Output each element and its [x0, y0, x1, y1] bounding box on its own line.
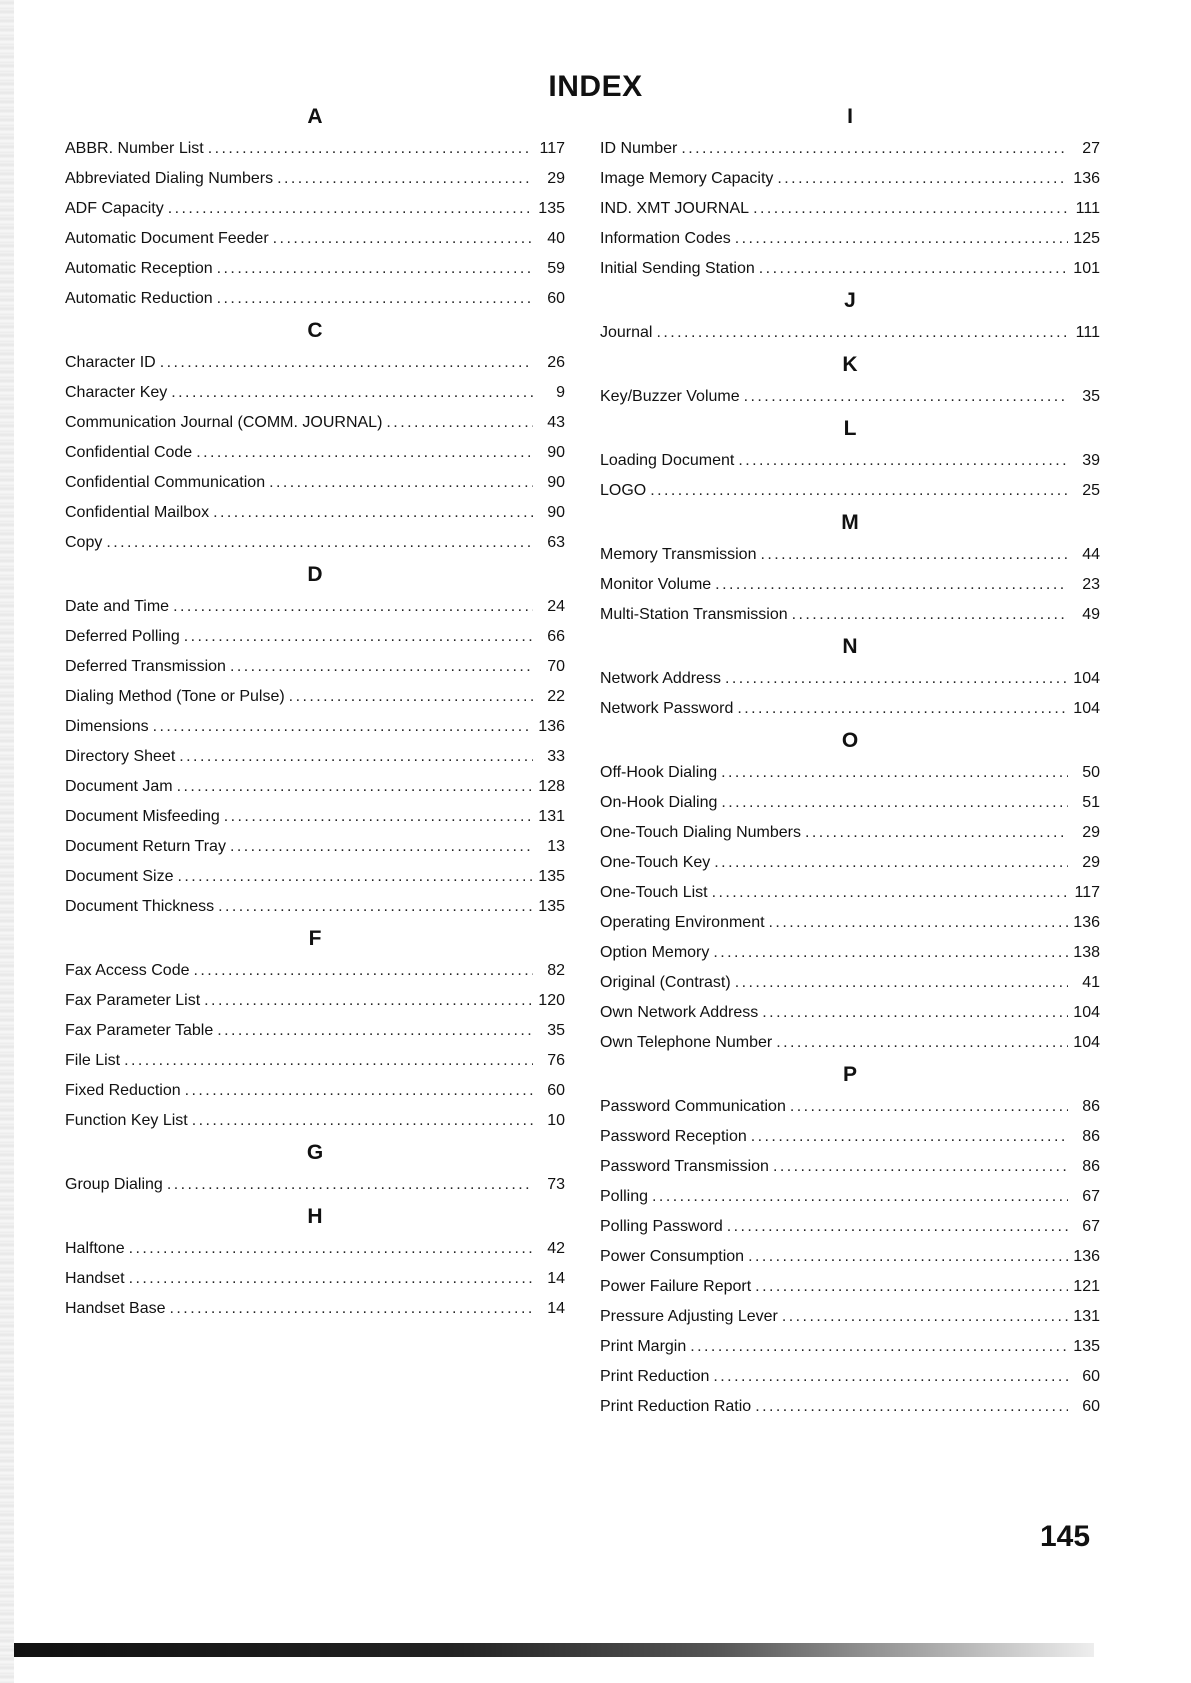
index-page-ref: 23: [1082, 576, 1100, 593]
index-page-ref: 135: [538, 868, 565, 885]
index-entry: [600, 224, 1100, 254]
index-entry: [65, 1106, 565, 1136]
index-column-left: [65, 100, 565, 1324]
dot-leader: [386, 408, 533, 438]
index-term: Print Margin: [600, 1338, 687, 1355]
dot-leader: [712, 878, 1068, 908]
index-entry: [600, 254, 1100, 284]
dot-leader: [681, 134, 1068, 164]
index-page-ref: 86: [1082, 1128, 1100, 1145]
index-term: Loading Document: [600, 452, 735, 469]
index-term: One-Touch Dialing Numbers: [600, 824, 801, 841]
index-page-ref: 101: [1073, 260, 1100, 277]
index-term: Dialing Method (Tone or Pulse): [65, 688, 285, 705]
index-term: Password Reception: [600, 1128, 747, 1145]
index-term: File List: [65, 1052, 121, 1069]
index-term: Date and Time: [65, 598, 170, 615]
dot-leader: [690, 1332, 1068, 1362]
dot-leader: [792, 600, 1068, 630]
index-term: ID Number: [600, 140, 678, 157]
index-page-ref: 44: [1082, 546, 1100, 563]
index-page-ref: 25: [1082, 482, 1100, 499]
index-entry: [600, 758, 1100, 788]
index-term: Deferred Transmission: [65, 658, 226, 675]
index-page-ref: 117: [1074, 884, 1100, 901]
index-entry: [65, 1016, 565, 1046]
index-page-ref: 90: [547, 444, 565, 461]
section-letter: M: [841, 511, 859, 534]
index-entry: [65, 986, 565, 1016]
index-page-ref: 121: [1073, 1278, 1100, 1295]
dot-leader: [185, 1076, 533, 1106]
index-entry: [600, 1182, 1100, 1212]
index-term: Information Codes: [600, 230, 731, 247]
index-page-ref: 73: [547, 1176, 565, 1193]
index-page-ref: 66: [547, 628, 565, 645]
index-page-ref: 82: [547, 962, 565, 979]
index-term: Print Reduction: [600, 1368, 710, 1385]
index-page-ref: 39: [1082, 452, 1100, 469]
index-page-ref: 41: [1082, 974, 1100, 991]
dot-leader: [153, 712, 533, 742]
dot-leader: [751, 1122, 1068, 1152]
index-entry: [65, 712, 565, 742]
index-page-ref: 29: [1082, 824, 1100, 841]
index-page-ref: 135: [1073, 1338, 1100, 1355]
index-entry: [65, 802, 565, 832]
dot-leader: [208, 134, 533, 164]
dot-leader: [735, 224, 1068, 254]
index-entry: [65, 134, 565, 164]
section-letter: H: [307, 1205, 323, 1228]
dot-leader: [129, 1264, 533, 1294]
index-term: Fixed Reduction: [65, 1082, 181, 1099]
index-term: Document Thickness: [65, 898, 215, 915]
dot-leader: [218, 892, 533, 922]
index-entry: [65, 956, 565, 986]
index-term: Print Reduction Ratio: [600, 1398, 752, 1415]
index-entry: [65, 528, 565, 558]
dot-leader: [160, 348, 533, 378]
index-term: Polling Password: [600, 1218, 723, 1235]
index-entry: [65, 892, 565, 922]
index-term: Fax Access Code: [65, 962, 190, 979]
index-entry: [600, 788, 1100, 818]
index-page-ref: 138: [1073, 944, 1100, 961]
index-term: Initial Sending Station: [600, 260, 755, 277]
section-letter: D: [307, 563, 323, 586]
index-page-ref: 125: [1073, 230, 1100, 247]
index-entry: [600, 664, 1100, 694]
index-term: Off-Hook Dialing: [600, 764, 718, 781]
index-entry: [65, 254, 565, 284]
dot-leader: [769, 908, 1068, 938]
section-letter: I: [847, 105, 853, 128]
index-page-ref: 90: [547, 474, 565, 491]
dot-leader: [184, 622, 533, 652]
index-term: Handset: [65, 1270, 125, 1287]
index-page-ref: 50: [1082, 764, 1100, 781]
dot-leader: [204, 986, 533, 1016]
dot-leader: [737, 694, 1068, 724]
index-page-ref: 136: [1073, 1248, 1100, 1265]
dot-leader: [805, 818, 1068, 848]
index-term: Character Key: [65, 384, 168, 401]
index-page-ref: 22: [547, 688, 565, 705]
section-letter: P: [842, 1063, 857, 1086]
index-entry: [65, 1294, 565, 1324]
dot-leader: [194, 956, 534, 986]
index-page-ref: 9: [556, 384, 565, 401]
index-term: Character ID: [65, 354, 156, 371]
dot-leader: [759, 254, 1068, 284]
dot-leader: [171, 378, 533, 408]
index-page-ref: 35: [547, 1022, 565, 1039]
dot-leader: [124, 1046, 533, 1076]
index-entry: [65, 224, 565, 254]
index-page-ref: 49: [1082, 606, 1100, 623]
index-entry: [600, 476, 1100, 506]
index-page-ref: 10: [547, 1112, 565, 1129]
index-entry: [600, 1362, 1100, 1392]
dot-leader: [782, 1302, 1068, 1332]
index-entry: [600, 1212, 1100, 1242]
index-page-ref: 136: [538, 718, 565, 735]
index-term: Image Memory Capacity: [600, 170, 774, 187]
page-number: 145: [1040, 1520, 1091, 1553]
dot-leader: [213, 498, 533, 528]
dot-leader: [289, 682, 533, 712]
index-page-ref: 60: [1082, 1368, 1100, 1385]
index-page-ref: 104: [1073, 1004, 1100, 1021]
index-entry: [65, 164, 565, 194]
dot-leader: [725, 664, 1068, 694]
dot-leader: [177, 772, 533, 802]
index-page-ref: 111: [1075, 200, 1100, 217]
index-page-ref: 86: [1082, 1098, 1100, 1115]
index-term: Password Communication: [600, 1098, 786, 1115]
index-term: Own Telephone Number: [600, 1034, 773, 1051]
index-entry: [600, 694, 1100, 724]
index-term: Automatic Document Feeder: [65, 230, 269, 247]
index-entry: [65, 348, 565, 378]
index-column-right: [600, 100, 1100, 1422]
index-term: Group Dialing: [65, 1176, 163, 1193]
index-page-ref: 76: [547, 1052, 565, 1069]
index-entry: [65, 1234, 565, 1264]
dot-leader: [167, 1170, 533, 1200]
dot-leader: [196, 438, 533, 468]
dot-leader: [178, 862, 534, 892]
index-page-ref: 117: [539, 140, 565, 157]
index-entry: [600, 540, 1100, 570]
index-entry: [600, 1122, 1100, 1152]
dot-leader: [715, 570, 1068, 600]
section-letter: C: [307, 319, 323, 342]
index-entry: [65, 1046, 565, 1076]
index-entry: [600, 194, 1100, 224]
dot-leader: [192, 1106, 533, 1136]
dot-leader: [656, 318, 1068, 348]
dot-leader: [748, 1242, 1068, 1272]
index-term: Network Password: [600, 700, 734, 717]
index-entry: [600, 848, 1100, 878]
dot-leader: [760, 540, 1068, 570]
index-entry: [65, 468, 565, 498]
dot-leader: [776, 1028, 1068, 1058]
index-entry: [600, 908, 1100, 938]
index-term: Automatic Reception: [65, 260, 213, 277]
dot-leader: [217, 284, 533, 314]
index-term: Multi-Station Transmission: [600, 606, 788, 623]
index-term: Pressure Adjusting Lever: [600, 1308, 778, 1325]
dot-leader: [269, 468, 533, 498]
index-term: One-Touch Key: [600, 854, 711, 871]
index-term: Automatic Reduction: [65, 290, 213, 307]
index-entry: [65, 408, 565, 438]
index-entry: [65, 438, 565, 468]
dot-leader: [727, 1212, 1068, 1242]
index-page-ref: 13: [547, 838, 565, 855]
index-page-ref: 111: [1075, 324, 1100, 341]
index-entry: [600, 1302, 1100, 1332]
dot-leader: [217, 254, 533, 284]
index-term: Function Key List: [65, 1112, 188, 1129]
index-entry: [600, 968, 1100, 998]
index-entry: [65, 1170, 565, 1200]
index-entry: [600, 570, 1100, 600]
index-term: Original (Contrast): [600, 974, 731, 991]
dot-leader: [773, 1152, 1068, 1182]
index-term: Confidential Code: [65, 444, 193, 461]
index-entry: [65, 378, 565, 408]
index-term: Handset Base: [65, 1300, 166, 1317]
index-entry: [600, 878, 1100, 908]
index-page-ref: 136: [1073, 914, 1100, 931]
index-term: Document Misfeeding: [65, 808, 220, 825]
index-page-ref: 135: [538, 898, 565, 915]
index-term: Operating Environment: [600, 914, 765, 931]
section-letter: O: [841, 729, 859, 752]
dot-leader: [173, 592, 533, 622]
index-entry: [600, 1332, 1100, 1362]
index-entry: [600, 600, 1100, 630]
index-page-ref: 43: [547, 414, 565, 431]
index-page-ref: 51: [1082, 794, 1100, 811]
index-term: Confidential Mailbox: [65, 504, 210, 521]
dot-leader: [230, 832, 533, 862]
index-term: Polling: [600, 1188, 649, 1205]
index-term: Deferred Polling: [65, 628, 180, 645]
index-page-ref: 26: [547, 354, 565, 371]
index-term: LOGO: [600, 482, 647, 499]
section-letter: K: [842, 353, 858, 376]
index-term: Monitor Volume: [600, 576, 712, 593]
index-page-ref: 63: [547, 534, 565, 551]
index-page-ref: 14: [547, 1270, 565, 1287]
index-page-ref: 131: [1073, 1308, 1100, 1325]
index-entry: [65, 1264, 565, 1294]
index-page-ref: 128: [538, 778, 565, 795]
index-page-ref: 104: [1073, 670, 1100, 687]
index-term: Own Network Address: [600, 1004, 759, 1021]
scan-edge-artifact: [0, 0, 14, 1683]
index-term: Directory Sheet: [65, 748, 176, 765]
dot-leader: [217, 1016, 533, 1046]
index-entry: [65, 284, 565, 314]
index-page-ref: 42: [547, 1240, 565, 1257]
section-letter: L: [843, 417, 857, 440]
index-page-ref: 104: [1073, 700, 1100, 717]
index-term: Fax Parameter List: [65, 992, 201, 1009]
index-entry: [600, 1392, 1100, 1422]
index-entry: [65, 862, 565, 892]
dot-leader: [714, 848, 1068, 878]
index-entry: [600, 818, 1100, 848]
dot-leader: [230, 652, 533, 682]
index-entry: [600, 1152, 1100, 1182]
section-letter: N: [842, 635, 858, 658]
section-letter: A: [307, 105, 323, 128]
index-term: Copy: [65, 534, 103, 551]
index-entry: [600, 446, 1100, 476]
index-entry: [600, 318, 1100, 348]
index-page-ref: 60: [547, 1082, 565, 1099]
index-page-ref: 35: [1082, 388, 1100, 405]
index-term: Document Return Tray: [65, 838, 226, 855]
dot-leader: [273, 224, 533, 254]
index-page-ref: 59: [547, 260, 565, 277]
page-title: INDEX: [548, 70, 643, 104]
index-entry: [65, 682, 565, 712]
dot-leader: [277, 164, 533, 194]
index-term: Key/Buzzer Volume: [600, 388, 740, 405]
dot-leader: [721, 788, 1068, 818]
index-entry: [600, 134, 1100, 164]
index-page-ref: 27: [1082, 140, 1100, 157]
index-term: ADF Capacity: [65, 200, 164, 217]
index-entry: [600, 998, 1100, 1028]
index-term: Fax Parameter Table: [65, 1022, 214, 1039]
dot-leader: [106, 528, 533, 558]
index-entry: [65, 772, 565, 802]
dot-leader: [755, 1392, 1068, 1422]
index-entry: [600, 1272, 1100, 1302]
index-page-ref: 67: [1082, 1188, 1100, 1205]
index-term: Halftone: [65, 1240, 125, 1257]
dot-leader: [168, 194, 533, 224]
index-page-ref: 90: [547, 504, 565, 521]
dot-leader: [738, 446, 1068, 476]
index-page-ref: 60: [1082, 1398, 1100, 1415]
index-page-ref: 135: [538, 200, 565, 217]
dot-leader: [713, 938, 1068, 968]
index-term: Dimensions: [65, 718, 149, 735]
index-term: Communication Journal (COMM. JOURNAL): [65, 414, 383, 431]
index-term: Document Jam: [65, 778, 173, 795]
index-entry: [65, 652, 565, 682]
index-entry: [65, 742, 565, 772]
dot-leader: [179, 742, 533, 772]
dot-leader: [744, 382, 1068, 412]
index-entry: [65, 592, 565, 622]
index-term: IND. XMT JOURNAL: [600, 200, 750, 217]
section-letter: F: [308, 927, 322, 950]
index-term: On-Hook Dialing: [600, 794, 718, 811]
index-page-ref: 136: [1073, 170, 1100, 187]
dot-leader: [713, 1362, 1068, 1392]
dot-leader: [735, 968, 1068, 998]
section-letter: J: [844, 289, 856, 312]
index-page-ref: 33: [547, 748, 565, 765]
dot-leader: [721, 758, 1068, 788]
index-entry: [65, 498, 565, 528]
index-term: Password Transmission: [600, 1158, 769, 1175]
index-entry: [65, 622, 565, 652]
index-entry: [600, 1092, 1100, 1122]
index-entry: [65, 1076, 565, 1106]
index-page-ref: 131: [538, 808, 565, 825]
index-term: Network Address: [600, 670, 721, 687]
index-page-ref: 70: [547, 658, 565, 675]
index-term: Journal: [600, 324, 653, 341]
index-term: Power Failure Report: [600, 1278, 752, 1295]
dot-leader: [777, 164, 1068, 194]
index-page-ref: 60: [547, 290, 565, 307]
index-term: Abbreviated Dialing Numbers: [65, 170, 274, 187]
index-term: ABBR. Number List: [65, 140, 204, 157]
index-term: Option Memory: [600, 944, 710, 961]
index-page-ref: 29: [1082, 854, 1100, 871]
dot-leader: [650, 476, 1068, 506]
index-term: Document Size: [65, 868, 174, 885]
dot-leader: [753, 194, 1068, 224]
index-page-ref: 14: [547, 1300, 565, 1317]
index-term: Power Consumption: [600, 1248, 745, 1265]
index-entry: [600, 382, 1100, 412]
index-page-ref: 40: [547, 230, 565, 247]
dot-leader: [170, 1294, 533, 1324]
index-page-ref: 24: [547, 598, 565, 615]
index-entry: [600, 1028, 1100, 1058]
index-entry: [600, 1242, 1100, 1272]
index-term: Confidential Communication: [65, 474, 266, 491]
bottom-scan-bar: [14, 1643, 1094, 1657]
index-entry: [65, 194, 565, 224]
index-entry: [600, 938, 1100, 968]
index-term: Memory Transmission: [600, 546, 757, 563]
index-entry: [65, 832, 565, 862]
index-page-ref: 29: [547, 170, 565, 187]
dot-leader: [755, 1272, 1068, 1302]
dot-leader: [652, 1182, 1068, 1212]
dot-leader: [762, 998, 1068, 1028]
index-page-ref: 86: [1082, 1158, 1100, 1175]
index-page-ref: 104: [1073, 1034, 1100, 1051]
dot-leader: [224, 802, 533, 832]
section-letter: G: [306, 1141, 324, 1164]
index-entry: [600, 164, 1100, 194]
index-page-ref: 67: [1082, 1218, 1100, 1235]
index-page-ref: 120: [538, 992, 565, 1009]
index-term: One-Touch List: [600, 884, 708, 901]
dot-leader: [790, 1092, 1068, 1122]
dot-leader: [129, 1234, 533, 1264]
